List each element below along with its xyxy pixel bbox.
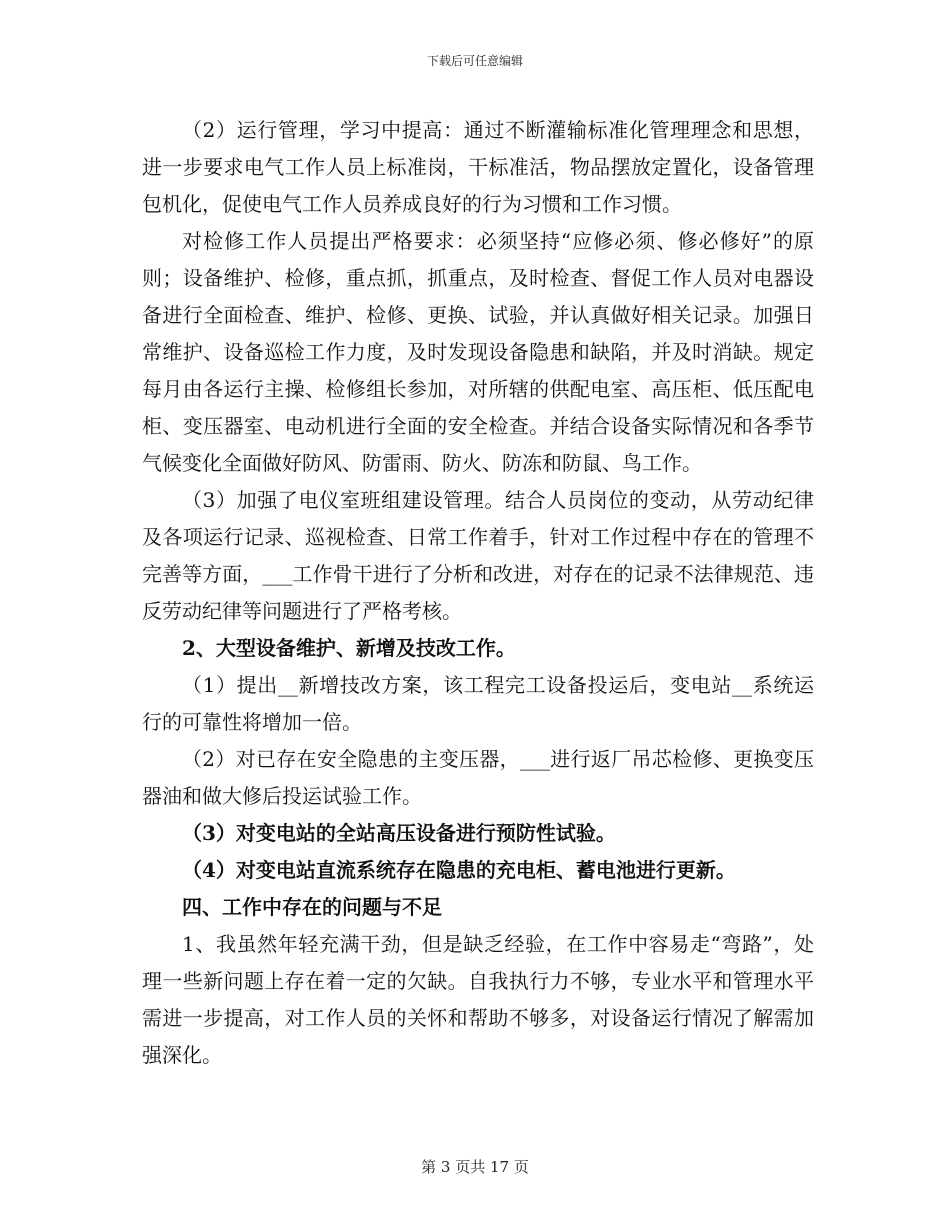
paragraph-transformer-repair: （2）对已存在安全隐患的主变压器，___进行返厂吊芯检修、更换变压器油和做大修后投运试验工作。 (142, 747, 814, 808)
body-text (142, 112, 814, 1074)
paragraph-maintenance-requirements: 对检修工作人员提出严格要求：必须坚持“应修必须、修必修好”的原则；设备维护、检修，重点抓，抓重点，及时检查、督促工作人员对电器设备进行全面检查、维护、检修、更换、试验，并认真做好相关记录。加强日常维护、设备巡检工作力度，及时发现设备隐患和缺陷，并及时消缺。规定每月由各运行主操、检修组长参加，对所辖的供配电室、高压柜、低压配电柜、变压器室、电动机进行全面的安全检查。并结合设备实际情况和各季节气候变化全面做好防风、防雷雨、防火、防冻和防鼠、鸟工作。 (142, 229, 814, 475)
item-preventive-test: （3）对变电站的全站高压设备进行预防性试验。 (182, 821, 616, 845)
item-dc-system-update: （4）对变电站直流系统存在隐患的充电柜、蓄电池进行更新。 (182, 858, 736, 882)
paragraph-retrofit-plan: （1）提出__新增技改方案，该工程完工设备投运后，变电站__系统运行的可靠性将增加一倍。 (142, 673, 814, 734)
section-heading-problems: 四、工作中存在的问题与不足 (182, 895, 442, 919)
paragraph-shortcomings: 1、我虽然年轻充满干劲，但是缺乏经验，在工作中容易走“弯路”，处理一些新问题上存在着一定的欠缺。自我执行力不够，专业水平和管理水平需进一步提高，对工作人员的关怀和帮助不够多，对设备运行情况了解需加强深化。 (142, 932, 814, 1067)
page-footer: 第 3 页共 17 页 (421, 1158, 529, 1176)
page-header: 下载后可任意编辑 (426, 54, 523, 68)
paragraph-team-building: （3）加强了电仪室班组建设管理。结合人员岗位的变动，从劳动纪律及各项运行记录、巡视检查、日常工作着手，针对工作过程中存在的管理不完善等方面，___工作骨干进行了分析和改进，对存在的记录不法律规范、违反劳动纪律等问题进行了严格考核。 (142, 488, 814, 623)
paragraph-operation-management: （2）运行管理，学习中提高：通过不断灌输标准化管理理念和思想，进一步要求电气工作人员上标准岗，干标准活，物品摆放定置化，设备管理包机化，促使电气工作人员养成良好的行为习惯和工作习惯。 (142, 118, 814, 216)
section-heading-equipment: 2、大型设备维护、新增及技改工作。 (182, 636, 516, 660)
